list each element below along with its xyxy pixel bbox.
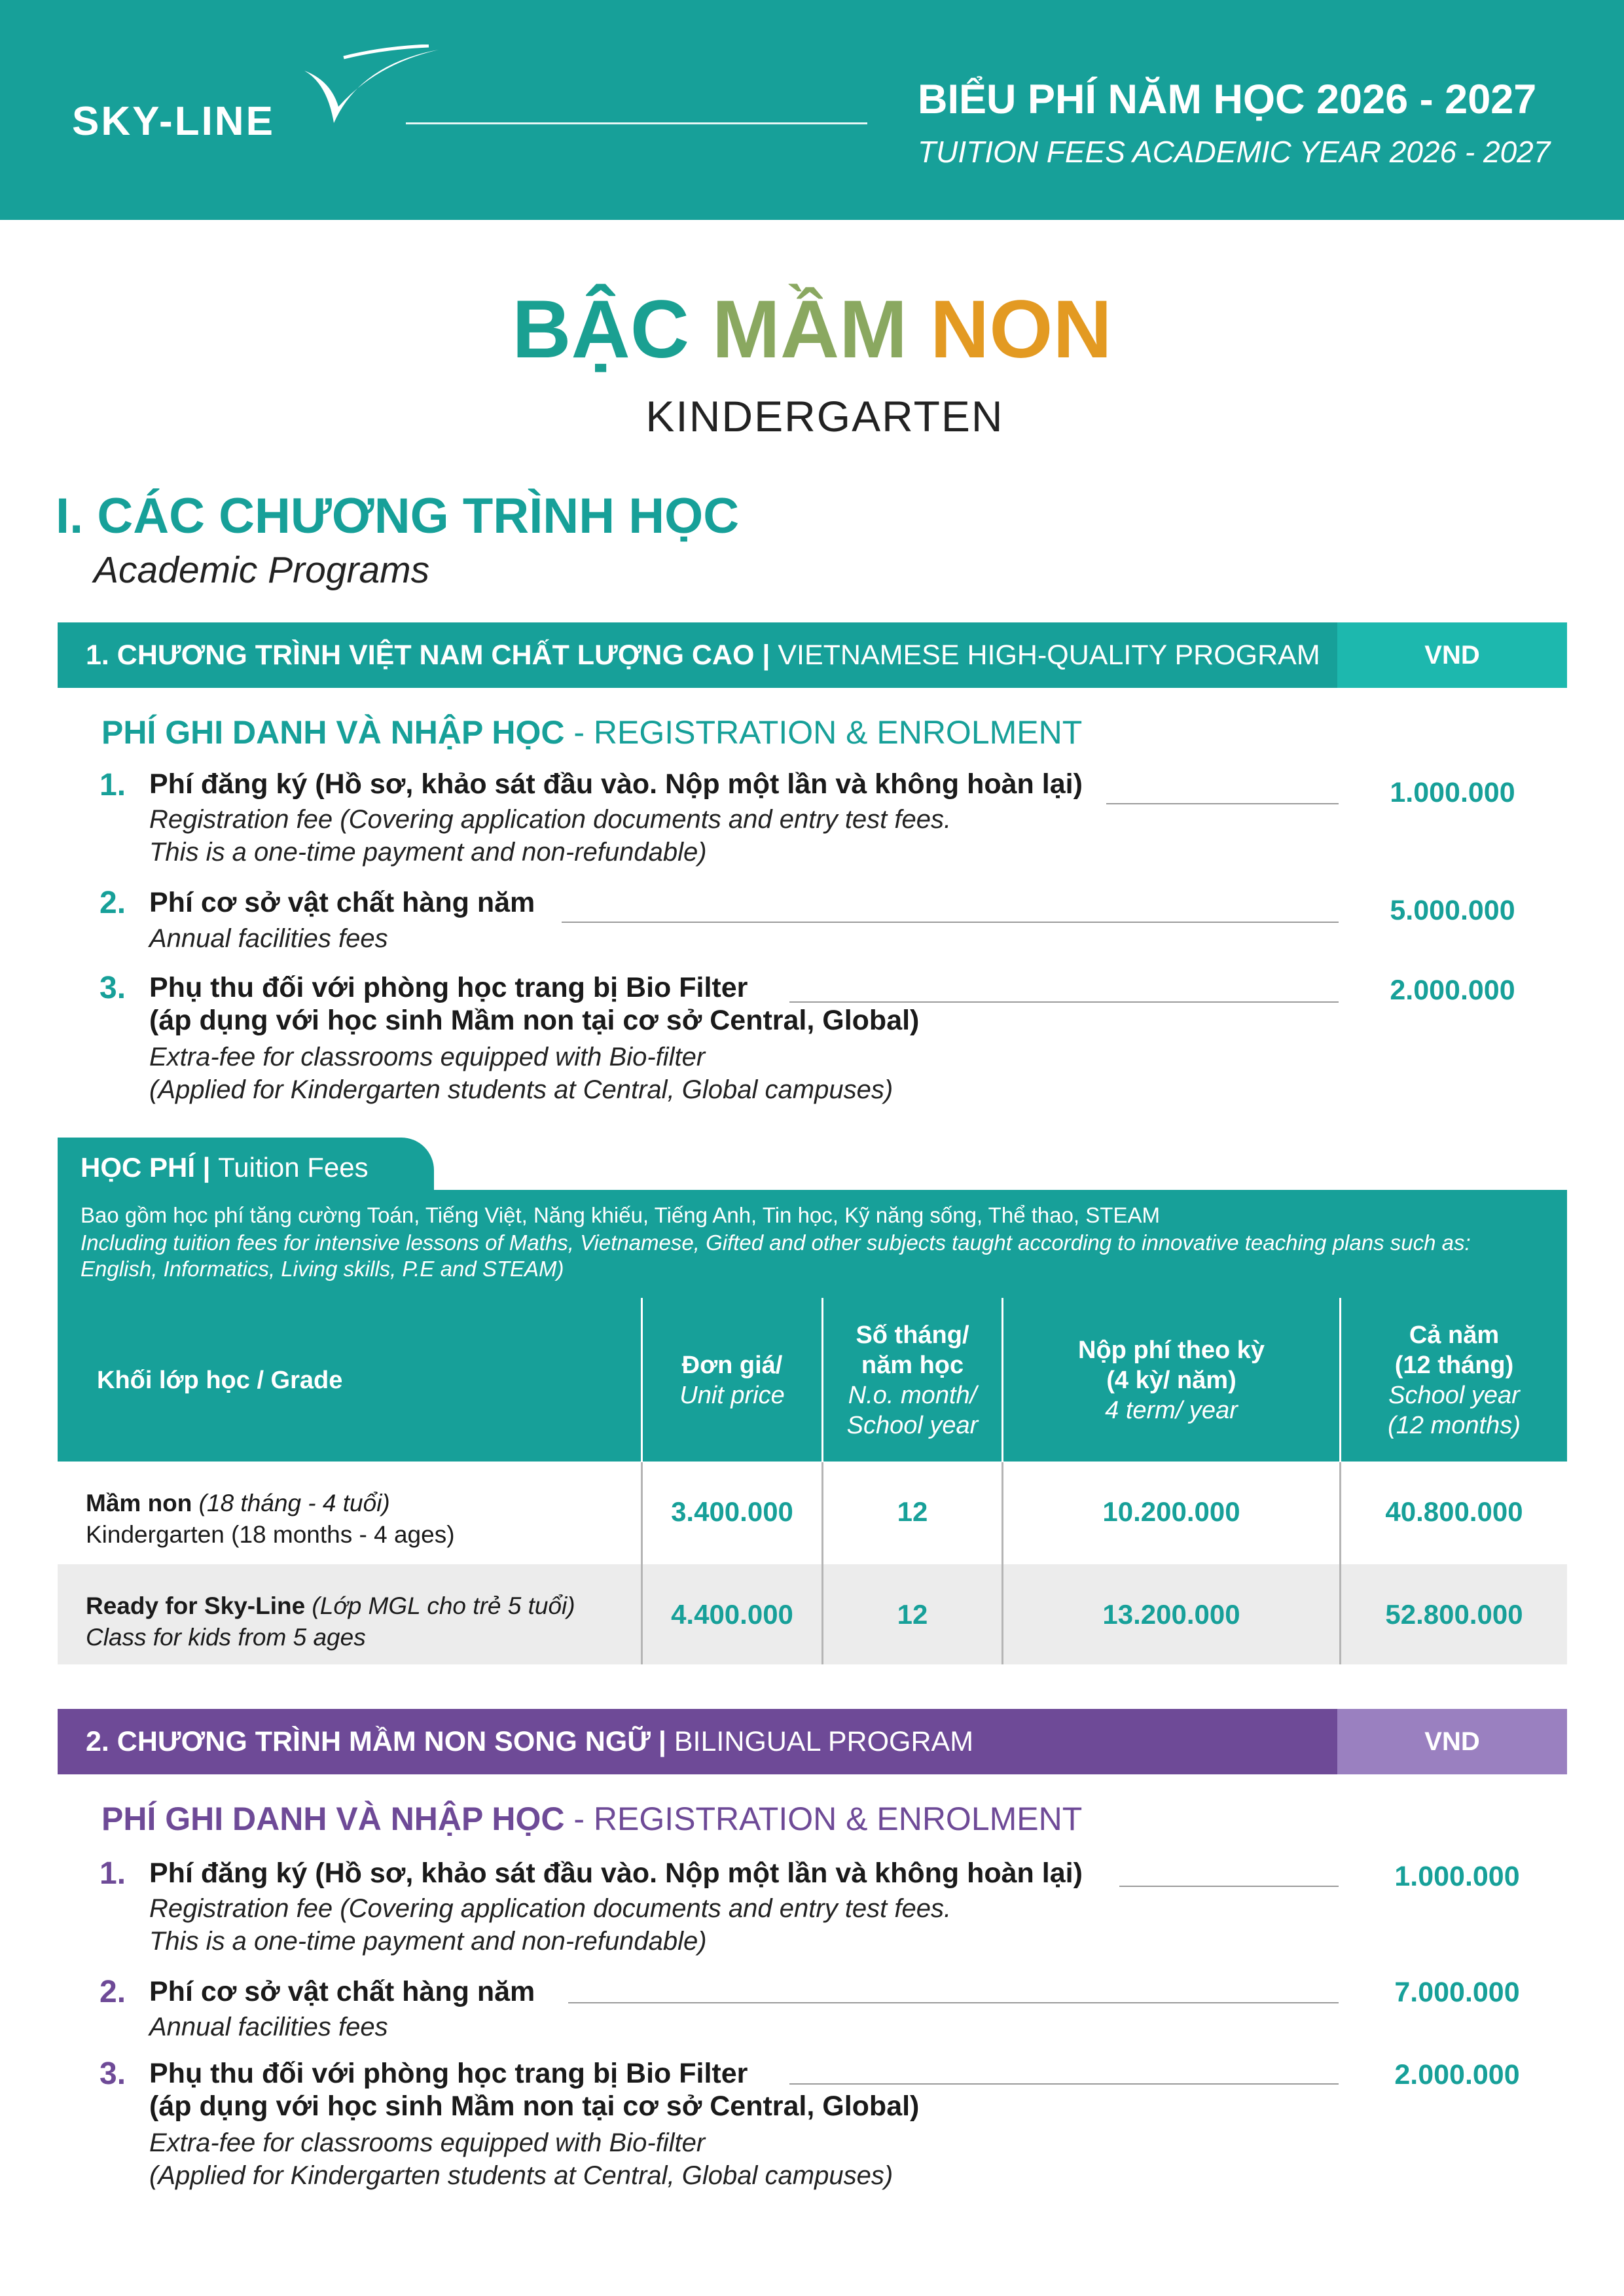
fee-amount: 2.000.000: [1394, 2059, 1520, 2090]
program-2-registration-heading: PHÍ GHI DANH VÀ NHẬP HỌC - REGISTRATION & ENROLMENT: [101, 1801, 1083, 1837]
tuition-description-vn: Bao gồm học phí tăng cường Toán, Tiếng Việt, Năng khiếu, Tiếng Anh, Tin học, Kỹ năng sống, Thể thao, STEAM: [81, 1203, 1160, 1227]
level-title: [0, 283, 1624, 376]
fee-number: 3.: [99, 971, 126, 1005]
fee-label-en: Annual facilities fees: [149, 2013, 388, 2041]
fee-label-vn: Phụ thu đối với phòng học trang bị Bio Filter: [149, 972, 748, 1003]
column-divider: [1339, 1298, 1341, 1462]
fee-leader-line: [789, 2083, 1339, 2085]
program-1-currency: VND: [1337, 622, 1567, 688]
fee-label-en: This is a one-time payment and non-refundable): [149, 1927, 707, 1956]
program-1-bar: [58, 622, 1567, 688]
fee-number: 1.: [99, 768, 126, 802]
logo-text: SKY-LINE: [72, 99, 275, 144]
program-2-bar: [58, 1709, 1567, 1774]
column-divider: [821, 1298, 823, 1462]
program-2-currency: VND: [1337, 1709, 1567, 1774]
column-divider: [1001, 1462, 1003, 1664]
months-cell: 12: [897, 1496, 928, 1527]
fee-label-en: Annual facilities fees: [149, 924, 388, 953]
column-divider: [641, 1298, 643, 1462]
fee-amount: 1.000.000: [1390, 777, 1515, 808]
fee-label-vn: (áp dụng với học sinh Mầm non tại cơ sở Central, Global): [149, 2090, 920, 2122]
column-header-grade: Khối lớp học / Grade: [97, 1366, 343, 1394]
column-header-term: Nộp phí theo kỳ (4 kỳ/ năm) 4 term/ year: [1078, 1336, 1265, 1424]
unit-price-cell: 4.400.000: [671, 1599, 793, 1630]
term-fee-cell: 13.200.000: [1102, 1599, 1240, 1630]
program-1-label: 1. CHƯƠNG TRÌNH VIỆT NAM CHẤT LƯỢNG CAO | VIETNAMESE HIGH-QUALITY PROGRAM: [86, 639, 1320, 671]
fee-leader-line: [789, 1001, 1339, 1003]
fee-number: 2.: [99, 886, 126, 920]
column-divider: [821, 1462, 823, 1664]
unit-price-cell: 3.400.000: [671, 1496, 793, 1527]
column-header-months: Số tháng/ năm học N.o. month/ School year: [846, 1321, 979, 1439]
fee-label-en: This is a one-time payment and non-refundable): [149, 838, 707, 867]
tuition-tab-label: HỌC PHÍ | Tuition Fees: [81, 1152, 369, 1183]
grade-cell: Mầm non (18 tháng - 4 tuổi) Kindergarten (18 months - 4 ages): [86, 1490, 455, 1548]
tuition-description-en: English, Informatics, Living skills, P.E and STEAM): [81, 1257, 564, 1281]
program-1-registration-heading: PHÍ GHI DANH VÀ NHẬP HỌC - REGISTRATION & ENROLMENT: [101, 714, 1083, 751]
column-header-unit-price: Đơn giá/ Unit price: [679, 1351, 785, 1409]
fee-amount: 5.000.000: [1390, 895, 1515, 926]
fee-label-en: Extra-fee for classrooms equipped with Bio-filter: [149, 1043, 706, 1071]
fee-label-vn: Phí đăng ký (Hồ sơ, khảo sát đầu vào. Nộp một lần và không hoàn lại): [149, 1857, 1083, 1889]
year-fee-cell: 52.800.000: [1385, 1599, 1523, 1630]
fee-label-vn: Phí đăng ký (Hồ sơ, khảo sát đầu vào. Nộp một lần và không hoàn lại): [149, 768, 1083, 800]
header-subtitle: TUITION FEES ACADEMIC YEAR 2026 - 2027: [918, 135, 1551, 169]
fee-label-en: (Applied for Kindergarten students at Central, Global campuses): [149, 1075, 893, 1104]
fee-label-en: Registration fee (Covering application documents and entry test fees.: [149, 1894, 952, 1923]
program-2-label: 2. CHƯƠNG TRÌNH MẦM NON SONG NGỮ | BILINGUAL PROGRAM: [86, 1726, 974, 1757]
fee-number: 2.: [99, 1975, 126, 2009]
fee-label-vn: Phụ thu đối với phòng học trang bị Bio Filter: [149, 2058, 748, 2089]
level-title-word-2: MẦM: [712, 284, 908, 375]
column-divider: [641, 1462, 643, 1664]
fee-label-en: (Applied for Kindergarten students at Central, Global campuses): [149, 2161, 893, 2190]
fee-label-vn: Phí cơ sở vật chất hàng năm: [149, 1976, 535, 2007]
tuition-table-header: [58, 1298, 1567, 1462]
column-divider: [1001, 1298, 1003, 1462]
fee-label-en: Registration fee (Covering application documents and entry test fees.: [149, 805, 952, 834]
level-title-word-3: NON: [930, 284, 1112, 375]
fee-leader-line: [568, 2002, 1339, 2003]
fee-amount: 7.000.000: [1394, 1977, 1520, 2008]
grade-cell: Ready for Sky-Line (Lớp MGL cho trẻ 5 tuổi) Class for kids from 5 ages: [86, 1592, 575, 1651]
fee-amount: 2.000.000: [1390, 975, 1515, 1006]
header-title: BIỂU PHÍ NĂM HỌC 2026 - 2027: [918, 77, 1537, 122]
fee-label-en: Extra-fee for classrooms equipped with Bio-filter: [149, 2128, 706, 2157]
fee-leader-line: [1106, 803, 1339, 804]
months-cell: 12: [897, 1599, 928, 1630]
column-header-year: Cả năm (12 tháng) School year (12 months): [1388, 1321, 1521, 1439]
fee-label-vn: (áp dụng với học sinh Mầm non tại cơ sở Central, Global): [149, 1005, 920, 1036]
fee-leader-line: [1119, 1886, 1339, 1887]
tuition-description-en: Including tuition fees for intensive lessons of Maths, Vietnamese, Gifted and other subjects taught according to innovative teaching plans such as:: [81, 1230, 1471, 1255]
fee-label-vn: Phí cơ sở vật chất hàng năm: [149, 887, 535, 918]
column-divider: [1339, 1462, 1341, 1664]
level-subtitle: KINDERGARTEN: [645, 392, 1004, 440]
year-fee-cell: 40.800.000: [1385, 1496, 1523, 1527]
section-title: I. CÁC CHƯƠNG TRÌNH HỌC: [56, 488, 740, 544]
section-subtitle: Academic Programs: [94, 549, 430, 591]
logo-swoosh-icon: [298, 45, 442, 130]
fee-leader-line: [562, 922, 1339, 923]
fee-number: 3.: [99, 2056, 126, 2091]
header-divider: [406, 122, 867, 124]
fee-amount: 1.000.000: [1394, 1861, 1520, 1892]
level-title-word-1: BẬC: [512, 284, 690, 375]
fee-number: 1.: [99, 1856, 126, 1891]
term-fee-cell: 10.200.000: [1102, 1496, 1240, 1527]
